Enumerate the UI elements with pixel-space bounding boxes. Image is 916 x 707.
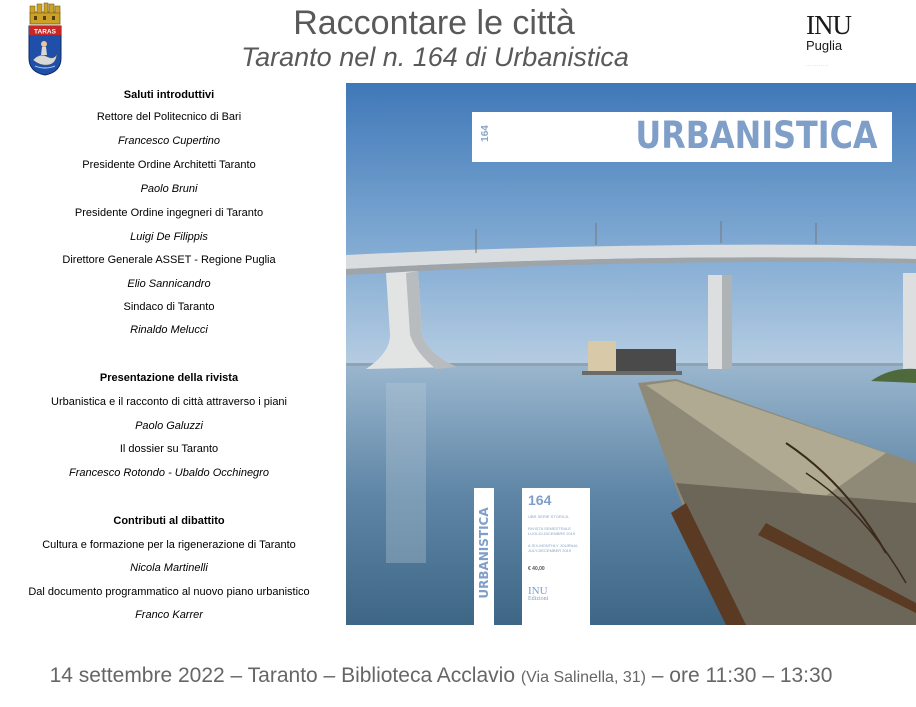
program-topic: Il dossier su Taranto — [119, 443, 219, 455]
page-subtitle: Taranto nel n. 164 di Urbanistica — [241, 42, 629, 72]
program-role: Presidente Ordine Architetti Taranto — [82, 159, 256, 171]
back-frequency-en: A SIX-MONTHLY JOURNAL — [528, 543, 579, 548]
program-speaker: Francesco Rotondo - Ubaldo Occhinegro — [69, 467, 269, 479]
program-role: Presidente Ordine ingegneri di Taranto — [74, 207, 264, 219]
program-role: Sindaco di Taranto — [123, 301, 215, 313]
back-issue-number: 164 — [528, 492, 552, 508]
program-speaker: Paolo Galuzzi — [135, 420, 203, 432]
cover-banner — [472, 112, 892, 162]
program-speaker: Franco Karrer — [135, 609, 203, 621]
logo-fine-print: ........... — [806, 62, 830, 67]
back-period-en: JULY-DECEMBER 2019 — [528, 548, 572, 553]
spine-title: URBANISTICA — [477, 507, 491, 599]
crest-motto: TARAS — [34, 28, 56, 36]
program-speaker: Nicola Martinelli — [130, 562, 208, 574]
program-speaker: Rinaldo Melucci — [130, 324, 208, 336]
back-period: LUGLIO-DICEMBRE 2019 — [528, 531, 576, 536]
program-role: Direttore Generale ASSET - Regione Puglia — [62, 254, 276, 266]
issue-number: 164 — [479, 125, 491, 142]
event-date-place: 14 settembre 2022 – Taranto – Biblioteca Acclavio — [49, 664, 521, 687]
logo-region: Puglia — [806, 38, 843, 53]
program-topic: Dal documento programmatico al nuovo piano urbanistico — [28, 586, 310, 598]
back-series-label: UBR SERIE STORICA — [528, 514, 569, 519]
program-speaker: Francesco Cupertino — [117, 135, 221, 147]
event-address: (Via Salinella, 31) — [520, 669, 646, 686]
book-spine — [474, 488, 494, 625]
page-title: Raccontare le città — [293, 4, 575, 42]
program-speaker: Paolo Bruni — [140, 183, 198, 195]
publisher-sub: Edizioni — [528, 596, 549, 602]
section-heading: Presentazione della rivista — [99, 372, 239, 384]
inu-puglia-logo — [806, 12, 866, 70]
program-topic: Urbanistica e il racconto di città attraverso i piani — [51, 396, 287, 408]
cover-price: € 40,00 — [528, 566, 545, 572]
magazine-cover — [346, 83, 916, 625]
back-frequency: RIVISTA SEMESTRALE — [528, 526, 572, 531]
program-role: Rettore del Politecnico di Bari — [96, 111, 242, 123]
section-heading: Saluti introduttivi — [123, 89, 215, 101]
magazine-title: URBANISTICA — [635, 114, 878, 157]
program-topic: Cultura e formazione per la rigenerazione di Taranto — [42, 539, 296, 551]
program-speaker: Luigi De Filippis — [130, 231, 208, 243]
logo-name: INU — [806, 10, 851, 40]
publisher-name: INU — [528, 585, 548, 597]
back-cover — [522, 488, 590, 625]
event-details — [0, 664, 899, 688]
event-time: – ore 11:30 – 13:30 — [645, 664, 833, 687]
cover-photo — [346, 83, 916, 625]
section-heading: Contributi al dibattito — [113, 515, 225, 527]
program-speaker: Elio Sannicandro — [127, 278, 211, 290]
